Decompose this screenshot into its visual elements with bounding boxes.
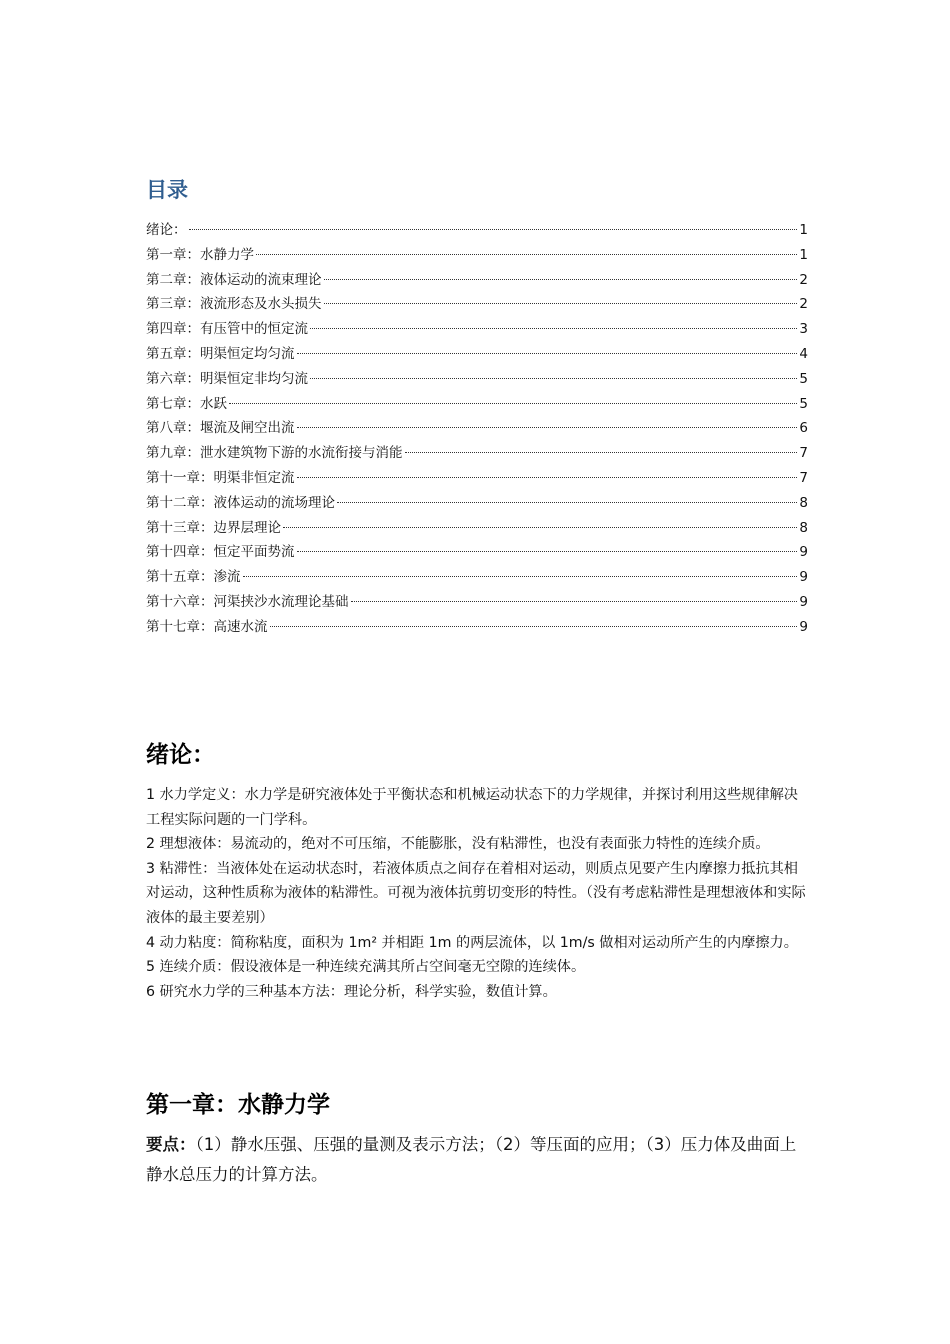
toc-leader-dots: [351, 601, 798, 602]
toc-leader-dots: [189, 229, 798, 230]
toc-entry-label: 绪论：: [146, 222, 187, 238]
toc-entry[interactable]: [146, 268, 808, 293]
toc-entry[interactable]: [146, 590, 808, 615]
toc-leader-dots: [405, 452, 798, 453]
toc-entry-page: 5: [799, 395, 808, 412]
toc-entry-label: 第十四章：恒定平面势流: [146, 544, 295, 561]
toc-entry-page: 4: [799, 345, 808, 362]
toc-entry[interactable]: [146, 392, 808, 417]
toc-entry[interactable]: [146, 317, 808, 342]
toc-entry[interactable]: [146, 441, 808, 466]
toc-leader-dots: [310, 328, 797, 329]
toc-entry[interactable]: [146, 416, 808, 441]
intro-item: 1 水力学定义：水力学是研究液体处于平衡状态和机械运动状态下的力学规律，并探讨利用这些规律解决工程实际问题的一门学科。: [146, 787, 798, 828]
toc-entry-page: 9: [799, 593, 808, 610]
toc-leader-dots: [297, 353, 798, 354]
toc-entry-page: 8: [799, 494, 808, 511]
intro-item: 5 连续介质：假设液体是一种连续充满其所占空间毫无空隙的连续体。: [146, 959, 586, 976]
toc-entry-page: 1: [799, 222, 808, 238]
toc-entry-page: 6: [799, 420, 808, 437]
toc-entry-page: 9: [799, 569, 808, 586]
toc-leader-dots: [337, 502, 797, 503]
toc-entry[interactable]: [146, 516, 808, 541]
toc-entry-label: 第十二章：液体运动的流场理论: [146, 494, 335, 511]
toc-entry[interactable]: [146, 615, 808, 640]
toc-entry-label: 第十三章：边界层理论: [146, 519, 281, 536]
toc-leader-dots: [270, 626, 798, 627]
toc-leader-dots: [297, 551, 798, 552]
toc-entry[interactable]: [146, 218, 808, 243]
toc-leader-dots: [243, 576, 798, 577]
toc-entry-label: 第十六章：河渠挟沙水流理论基础: [146, 593, 349, 610]
intro-heading: 绪论：: [146, 742, 215, 768]
toc-entry-page: 9: [799, 618, 808, 635]
toc-entry-label: 第十一章：明渠非恒定流: [146, 469, 295, 486]
toc-entry[interactable]: [146, 342, 808, 367]
intro-item: 4 动力粘度：简称粘度，面积为 1m² 并相距 1m 的两层流体，以 1m/s 做相对运动所产生的内摩擦力。: [146, 934, 798, 951]
toc-entry-page: 2: [799, 271, 808, 288]
toc-entry[interactable]: [146, 491, 808, 516]
toc-entry[interactable]: [146, 565, 808, 590]
toc-entry-label: 第九章：泄水建筑物下游的水流衔接与消能: [146, 445, 403, 462]
toc-entry-label: 第三章：液流形态及水头损失: [146, 296, 322, 313]
keypoints-text: （1）静水压强、压强的量测及表示方法；（2）等压面的应用；（3）压力体及曲面上静水总压力的计算方法。: [146, 1135, 797, 1184]
toc-entry-page: 7: [799, 445, 808, 462]
toc-entry-label: 第八章：堰流及闸空出流: [146, 420, 295, 437]
toc-title: 目录: [146, 178, 188, 202]
toc-entry[interactable]: [146, 292, 808, 317]
toc-leader-dots: [310, 378, 797, 379]
toc-entry-label: 第五章：明渠恒定均匀流: [146, 345, 295, 362]
toc-entry-page: 3: [799, 321, 808, 338]
toc-leader-dots: [297, 427, 798, 428]
toc-entry-page: 2: [799, 296, 808, 313]
toc-leader-dots: [229, 403, 797, 404]
toc-entry[interactable]: [146, 367, 808, 392]
toc-entry[interactable]: [146, 540, 808, 565]
keypoints-label: 要点：: [146, 1135, 196, 1154]
toc-entry-label: 第十五章：渗流: [146, 569, 241, 586]
toc-entry-page: 5: [799, 370, 808, 387]
intro-item: 3 粘滞性：当液体处在运动状态时，若液体质点之间存在着相对运动，则质点见要产生内摩擦力抵抗其相对运动，这种性质称为液体的粘滞性。可视为液体抗剪切变形的特性。（没有考虑粘滞性是理想液体和实际液体的最主要差别）: [146, 860, 806, 926]
toc-leader-dots: [256, 254, 797, 255]
toc-entry-label: 第七章：水跃: [146, 395, 227, 412]
toc-entry-page: 8: [799, 519, 808, 536]
toc-entry-label: 第六章：明渠恒定非均匀流: [146, 370, 308, 387]
table-of-contents: [146, 218, 808, 640]
intro-item: 6 研究水力学的三种基本方法：理论分析，科学实验，数值计算。: [146, 983, 557, 1000]
toc-entry[interactable]: [146, 466, 808, 491]
toc-leader-dots: [297, 477, 798, 478]
toc-entry-label: 第十七章：高速水流: [146, 618, 268, 635]
toc-leader-dots: [324, 303, 798, 304]
toc-entry-label: 第一章：水静力学: [146, 246, 254, 263]
toc-entry[interactable]: [146, 243, 808, 268]
chapter1-heading: 第一章：水静力学: [146, 1092, 330, 1118]
intro-item: 2 理想液体：易流动的，绝对不可压缩，不能膨胀，没有粘滞性，也没有表面张力特性的连续介质。: [146, 836, 770, 853]
toc-leader-dots: [283, 527, 797, 528]
toc-leader-dots: [324, 279, 798, 280]
toc-entry-page: 7: [799, 469, 808, 486]
toc-entry-page: 1: [799, 246, 808, 263]
intro-body: [146, 783, 808, 1004]
toc-entry-label: 第四章：有压管中的恒定流: [146, 321, 308, 338]
toc-entry-label: 第二章：液体运动的流束理论: [146, 271, 322, 288]
chapter1-keypoints: [146, 1130, 808, 1190]
toc-entry-page: 9: [799, 544, 808, 561]
